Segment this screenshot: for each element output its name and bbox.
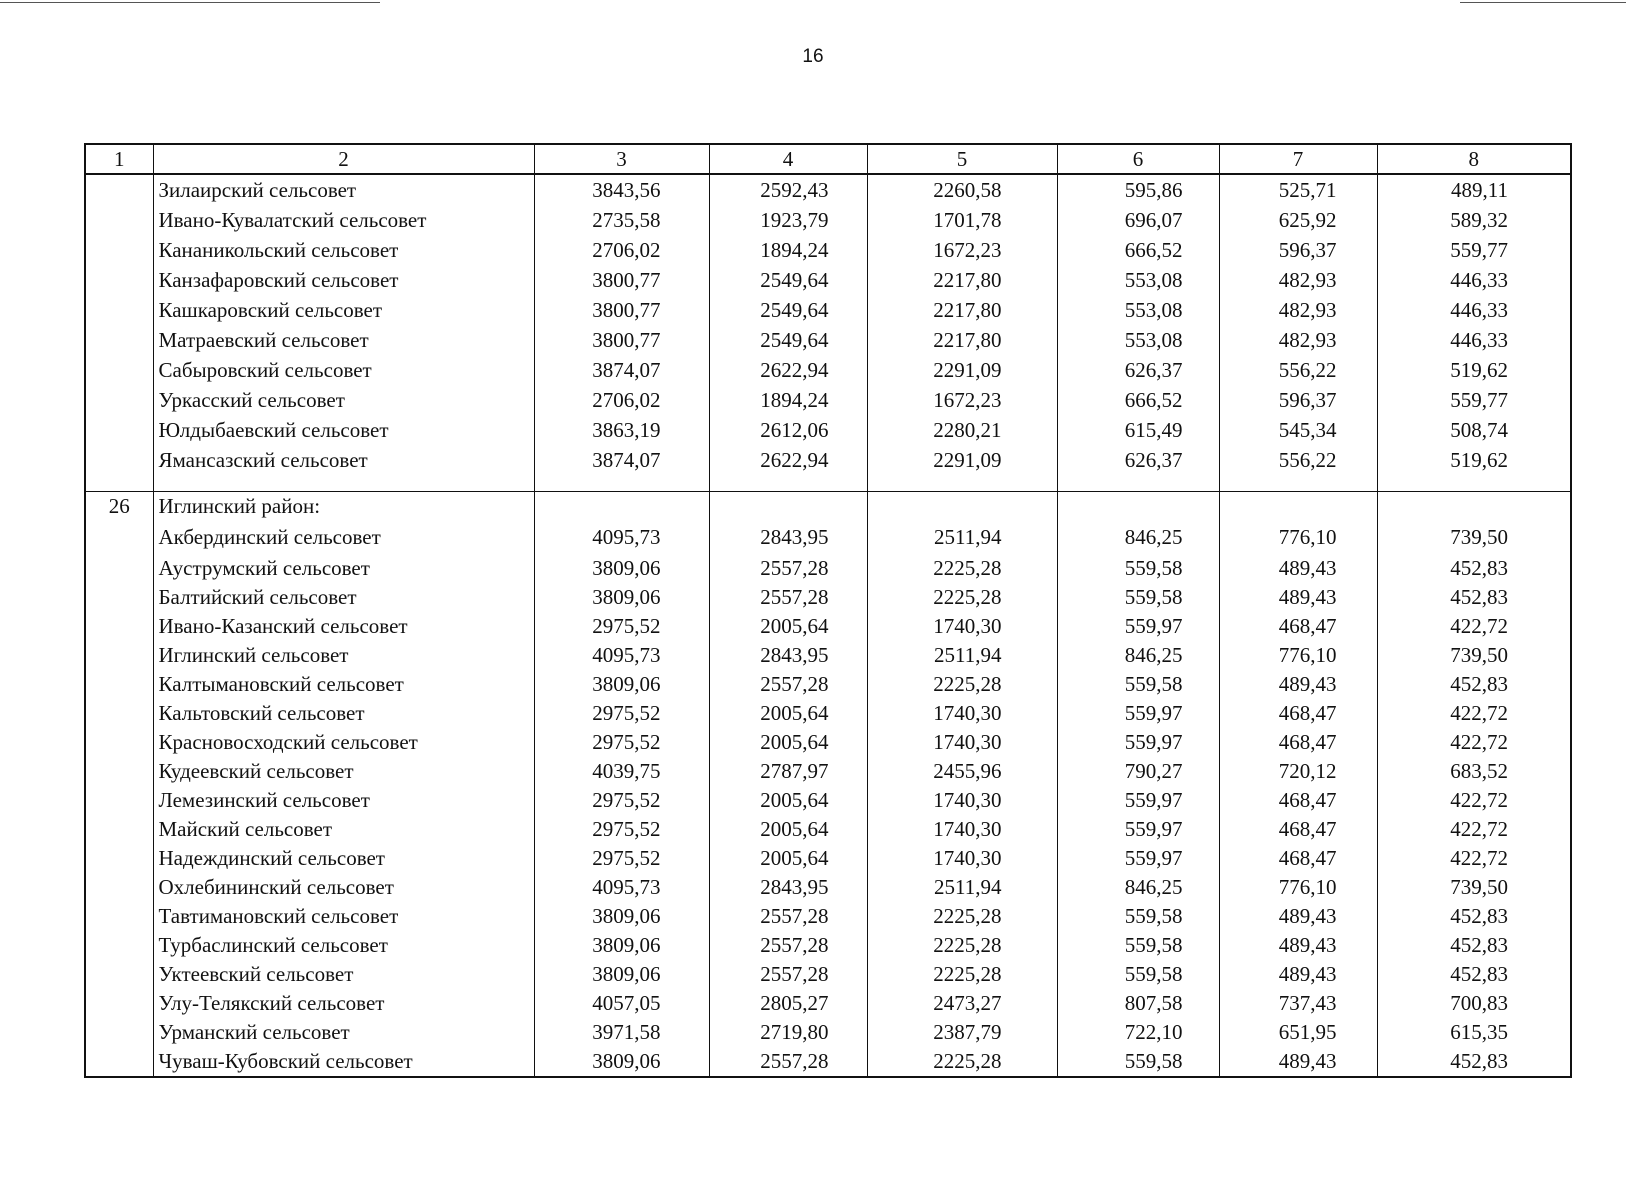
- table-row: [85, 174, 1571, 205]
- settlement-name: Ивано-Казанский сельсовет: [153, 612, 534, 641]
- value-cell: 2455,96: [867, 757, 1057, 786]
- value-cell: 2805,27: [709, 989, 867, 1018]
- value-cell: 615,49: [1057, 415, 1219, 445]
- value-cell: 2706,02: [534, 385, 709, 415]
- value-cell: 559,97: [1057, 815, 1219, 844]
- value-cell: 2225,28: [867, 670, 1057, 699]
- value-cell: 2557,28: [709, 670, 867, 699]
- column-header: 5: [867, 144, 1057, 174]
- table-row: [85, 554, 1571, 583]
- value-cell: 2005,64: [709, 786, 867, 815]
- value-cell: 696,07: [1057, 205, 1219, 235]
- value-cell: 2549,64: [709, 325, 867, 355]
- value-cell: 446,33: [1377, 295, 1571, 325]
- value-cell: 482,93: [1219, 325, 1377, 355]
- value-cell: 2005,64: [709, 612, 867, 641]
- value-cell: 4095,73: [534, 873, 709, 902]
- value-cell: 2387,79: [867, 1018, 1057, 1047]
- value-cell: 1923,79: [709, 205, 867, 235]
- row-index: [85, 415, 153, 445]
- value-cell: 482,93: [1219, 295, 1377, 325]
- value-cell: 452,83: [1377, 960, 1571, 989]
- row-index: [85, 1047, 153, 1077]
- empty-cell: [1377, 475, 1571, 492]
- value-cell: 2612,06: [709, 415, 867, 445]
- row-index: [85, 385, 153, 415]
- value-cell: 452,83: [1377, 554, 1571, 583]
- value-cell: 2706,02: [534, 235, 709, 265]
- empty-cell: [153, 475, 534, 492]
- table-row: [85, 385, 1571, 415]
- value-cell: 489,43: [1219, 902, 1377, 931]
- table-row: [85, 757, 1571, 786]
- value-cell: 737,43: [1219, 989, 1377, 1018]
- value-cell: 3863,19: [534, 415, 709, 445]
- table-row: [85, 355, 1571, 385]
- value-cell: 556,22: [1219, 355, 1377, 385]
- value-cell: 2225,28: [867, 960, 1057, 989]
- value-cell: 1894,24: [709, 235, 867, 265]
- settlement-name: Кананикольский сельсовет: [153, 235, 534, 265]
- column-header: 1: [85, 144, 153, 174]
- settlement-name: Зилаирский сельсовет: [153, 174, 534, 205]
- value-cell: 2735,58: [534, 205, 709, 235]
- settlement-name: Балтийский сельсовет: [153, 583, 534, 612]
- value-cell: 700,83: [1377, 989, 1571, 1018]
- value-cell: 525,71: [1219, 174, 1377, 205]
- value-cell: 2975,52: [534, 699, 709, 728]
- table-row: [85, 1047, 1571, 1077]
- table-row: [85, 1018, 1571, 1047]
- value-cell: 446,33: [1377, 265, 1571, 295]
- value-cell: 559,77: [1377, 235, 1571, 265]
- value-cell: 508,74: [1377, 415, 1571, 445]
- settlement-name: Тавтимановский сельсовет: [153, 902, 534, 931]
- value-cell: 2225,28: [867, 931, 1057, 960]
- value-cell: 2557,28: [709, 902, 867, 931]
- value-cell: 559,58: [1057, 554, 1219, 583]
- settlement-name: Улу-Телякский сельсовет: [153, 989, 534, 1018]
- row-index: [85, 670, 153, 699]
- row-index: [85, 902, 153, 931]
- value-cell: 4039,75: [534, 757, 709, 786]
- value-cell: 468,47: [1219, 815, 1377, 844]
- value-cell: 3809,06: [534, 931, 709, 960]
- value-cell: 2719,80: [709, 1018, 867, 1047]
- settlement-name: Охлебининский сельсовет: [153, 873, 534, 902]
- value-cell: 553,08: [1057, 295, 1219, 325]
- value-cell: 1740,30: [867, 815, 1057, 844]
- empty-cell: [1219, 475, 1377, 492]
- value-cell: 422,72: [1377, 786, 1571, 815]
- value-cell: 489,43: [1219, 583, 1377, 612]
- value-cell: 846,25: [1057, 641, 1219, 670]
- value-cell: 489,11: [1377, 174, 1571, 205]
- value-cell: 626,37: [1057, 355, 1219, 385]
- settlement-name: Уркасский сельсовет: [153, 385, 534, 415]
- value-cell: 2511,94: [867, 521, 1057, 554]
- column-header: 2: [153, 144, 534, 174]
- table-row: [85, 641, 1571, 670]
- value-cell: 452,83: [1377, 902, 1571, 931]
- value-cell: 2217,80: [867, 265, 1057, 295]
- value-cell: 559,58: [1057, 960, 1219, 989]
- value-cell: 3809,06: [534, 583, 709, 612]
- value-cell: 595,86: [1057, 174, 1219, 205]
- table-row: [85, 728, 1571, 757]
- value-cell: 739,50: [1377, 873, 1571, 902]
- value-cell: 422,72: [1377, 612, 1571, 641]
- value-cell: 545,34: [1219, 415, 1377, 445]
- settlement-name: Кальтовский сельсовет: [153, 699, 534, 728]
- tariff-table-container: [84, 143, 1570, 1078]
- value-cell: 2225,28: [867, 554, 1057, 583]
- value-cell: 452,83: [1377, 670, 1571, 699]
- value-cell: 489,43: [1219, 931, 1377, 960]
- value-cell: 519,62: [1377, 355, 1571, 385]
- value-cell: 2291,09: [867, 445, 1057, 475]
- value-cell: 3800,77: [534, 325, 709, 355]
- header-row: [85, 144, 1571, 174]
- column-header: 8: [1377, 144, 1571, 174]
- value-cell: 776,10: [1219, 641, 1377, 670]
- settlement-name: Ивано-Кувалатский сельсовет: [153, 205, 534, 235]
- value-cell: 651,95: [1219, 1018, 1377, 1047]
- empty-cell: [534, 475, 709, 492]
- value-cell: 2005,64: [709, 844, 867, 873]
- value-cell: 846,25: [1057, 873, 1219, 902]
- value-cell: 468,47: [1219, 786, 1377, 815]
- value-cell: 553,08: [1057, 265, 1219, 295]
- value-cell: 2622,94: [709, 445, 867, 475]
- value-cell: 559,58: [1057, 931, 1219, 960]
- table-row: [85, 699, 1571, 728]
- value-cell: 1701,78: [867, 205, 1057, 235]
- value-cell: 3809,06: [534, 1047, 709, 1077]
- value-cell: 1740,30: [867, 728, 1057, 757]
- value-cell: 2975,52: [534, 612, 709, 641]
- value-cell: 3843,56: [534, 174, 709, 205]
- value-cell: 776,10: [1219, 873, 1377, 902]
- value-cell: 2291,09: [867, 355, 1057, 385]
- value-cell: 2557,28: [709, 583, 867, 612]
- row-index: [85, 786, 153, 815]
- value-cell: 3874,07: [534, 355, 709, 385]
- empty-cell: [709, 492, 867, 522]
- table-row: [85, 235, 1571, 265]
- value-cell: 3800,77: [534, 265, 709, 295]
- settlement-name: Чуваш-Кубовский сельсовет: [153, 1047, 534, 1077]
- settlement-name: Матраевский сельсовет: [153, 325, 534, 355]
- value-cell: 553,08: [1057, 325, 1219, 355]
- row-index: [85, 815, 153, 844]
- row-index: [85, 235, 153, 265]
- value-cell: 559,77: [1377, 385, 1571, 415]
- value-cell: 3809,06: [534, 902, 709, 931]
- value-cell: 489,43: [1219, 554, 1377, 583]
- row-index: [85, 295, 153, 325]
- table-row: [85, 960, 1571, 989]
- table-row: [85, 445, 1571, 475]
- value-cell: 2005,64: [709, 815, 867, 844]
- section-zilair: [85, 174, 1571, 492]
- value-cell: 739,50: [1377, 521, 1571, 554]
- tariff-table: [84, 143, 1572, 1078]
- value-cell: 1672,23: [867, 235, 1057, 265]
- value-cell: 2557,28: [709, 1047, 867, 1077]
- value-cell: 482,93: [1219, 265, 1377, 295]
- value-cell: 626,37: [1057, 445, 1219, 475]
- value-cell: 559,97: [1057, 786, 1219, 815]
- table-row: [85, 902, 1571, 931]
- settlement-name: Юлдыбаевский сельсовет: [153, 415, 534, 445]
- column-header: 7: [1219, 144, 1377, 174]
- empty-cell: [867, 492, 1057, 522]
- settlement-name: Кудеевский сельсовет: [153, 757, 534, 786]
- value-cell: 422,72: [1377, 699, 1571, 728]
- value-cell: 1740,30: [867, 612, 1057, 641]
- value-cell: 446,33: [1377, 325, 1571, 355]
- value-cell: 589,32: [1377, 205, 1571, 235]
- value-cell: 666,52: [1057, 235, 1219, 265]
- settlement-name: Канзафаровский сельсовет: [153, 265, 534, 295]
- settlement-name: Ямансазский сельсовет: [153, 445, 534, 475]
- table-row: [85, 205, 1571, 235]
- value-cell: 4095,73: [534, 641, 709, 670]
- value-cell: 422,72: [1377, 844, 1571, 873]
- settlement-name: Лемезинский сельсовет: [153, 786, 534, 815]
- row-index: [85, 205, 153, 235]
- settlement-name: Калтымановский сельсовет: [153, 670, 534, 699]
- top-edge-rule-left: [0, 2, 380, 3]
- value-cell: 2225,28: [867, 902, 1057, 931]
- value-cell: 559,97: [1057, 844, 1219, 873]
- value-cell: 2843,95: [709, 521, 867, 554]
- value-cell: 2975,52: [534, 728, 709, 757]
- row-index: [85, 844, 153, 873]
- value-cell: 666,52: [1057, 385, 1219, 415]
- row-index: [85, 1018, 153, 1047]
- value-cell: 720,12: [1219, 757, 1377, 786]
- value-cell: 2975,52: [534, 786, 709, 815]
- settlement-name: Ауструмский сельсовет: [153, 554, 534, 583]
- value-cell: 4057,05: [534, 989, 709, 1018]
- value-cell: 489,43: [1219, 960, 1377, 989]
- value-cell: 452,83: [1377, 1047, 1571, 1077]
- row-index: 26: [85, 492, 153, 522]
- table-row: [85, 265, 1571, 295]
- settlement-name: Надеждинский сельсовет: [153, 844, 534, 873]
- value-cell: 559,58: [1057, 1047, 1219, 1077]
- value-cell: 625,92: [1219, 205, 1377, 235]
- value-cell: 3971,58: [534, 1018, 709, 1047]
- value-cell: 596,37: [1219, 235, 1377, 265]
- value-cell: 556,22: [1219, 445, 1377, 475]
- value-cell: 452,83: [1377, 583, 1571, 612]
- row-index: [85, 583, 153, 612]
- value-cell: 846,25: [1057, 521, 1219, 554]
- value-cell: 2005,64: [709, 699, 867, 728]
- table-row: [85, 325, 1571, 355]
- value-cell: 722,10: [1057, 1018, 1219, 1047]
- settlement-name: Урманский сельсовет: [153, 1018, 534, 1047]
- column-header: 6: [1057, 144, 1219, 174]
- value-cell: 2843,95: [709, 873, 867, 902]
- value-cell: 2280,21: [867, 415, 1057, 445]
- value-cell: 2549,64: [709, 265, 867, 295]
- table-row: [85, 815, 1571, 844]
- column-header: 4: [709, 144, 867, 174]
- value-cell: 2622,94: [709, 355, 867, 385]
- empty-cell: [1057, 475, 1219, 492]
- row-index: [85, 699, 153, 728]
- empty-cell: [534, 492, 709, 522]
- value-cell: 739,50: [1377, 641, 1571, 670]
- value-cell: 2511,94: [867, 873, 1057, 902]
- value-cell: 2592,43: [709, 174, 867, 205]
- district-heading-row: [85, 492, 1571, 522]
- value-cell: 683,52: [1377, 757, 1571, 786]
- district-name: Иглинский район:: [153, 492, 534, 522]
- settlement-name: Кашкаровский сельсовет: [153, 295, 534, 325]
- column-header: 3: [534, 144, 709, 174]
- row-index: [85, 521, 153, 554]
- value-cell: 2260,58: [867, 174, 1057, 205]
- table-row: [85, 786, 1571, 815]
- table-header: [85, 144, 1571, 174]
- value-cell: 468,47: [1219, 699, 1377, 728]
- table-row: [85, 873, 1571, 902]
- value-cell: 2557,28: [709, 554, 867, 583]
- row-index: [85, 265, 153, 295]
- settlement-name: Турбаслинский сельсовет: [153, 931, 534, 960]
- value-cell: 2225,28: [867, 583, 1057, 612]
- value-cell: 468,47: [1219, 728, 1377, 757]
- value-cell: 2975,52: [534, 815, 709, 844]
- value-cell: 3800,77: [534, 295, 709, 325]
- value-cell: 615,35: [1377, 1018, 1571, 1047]
- settlement-name: Майский сельсовет: [153, 815, 534, 844]
- value-cell: 2225,28: [867, 1047, 1057, 1077]
- value-cell: 468,47: [1219, 612, 1377, 641]
- empty-cell: [1219, 492, 1377, 522]
- empty-cell: [1377, 492, 1571, 522]
- value-cell: 559,58: [1057, 583, 1219, 612]
- settlement-name: Красновосходский сельсовет: [153, 728, 534, 757]
- value-cell: 468,47: [1219, 844, 1377, 873]
- empty-cell: [709, 475, 867, 492]
- value-cell: 3809,06: [534, 960, 709, 989]
- row-index: [85, 989, 153, 1018]
- value-cell: 422,72: [1377, 728, 1571, 757]
- row-index: [85, 728, 153, 757]
- top-edge-rule-right: [1460, 2, 1626, 3]
- value-cell: 4095,73: [534, 521, 709, 554]
- value-cell: 1740,30: [867, 786, 1057, 815]
- value-cell: 489,43: [1219, 1047, 1377, 1077]
- value-cell: 807,58: [1057, 989, 1219, 1018]
- page-number: 16: [802, 46, 824, 67]
- value-cell: 559,58: [1057, 670, 1219, 699]
- value-cell: 2549,64: [709, 295, 867, 325]
- spacer-row: [85, 475, 1571, 492]
- value-cell: 2473,27: [867, 989, 1057, 1018]
- row-index: [85, 960, 153, 989]
- row-index: [85, 174, 153, 205]
- table-row: [85, 989, 1571, 1018]
- value-cell: 559,97: [1057, 699, 1219, 728]
- table-row: [85, 521, 1571, 554]
- row-index: [85, 554, 153, 583]
- section-iglino: [85, 492, 1571, 1078]
- settlement-name: Уктеевский сельсовет: [153, 960, 534, 989]
- value-cell: 596,37: [1219, 385, 1377, 415]
- value-cell: 1894,24: [709, 385, 867, 415]
- value-cell: 3809,06: [534, 554, 709, 583]
- value-cell: 452,83: [1377, 931, 1571, 960]
- value-cell: 3809,06: [534, 670, 709, 699]
- value-cell: 1740,30: [867, 844, 1057, 873]
- empty-cell: [1057, 492, 1219, 522]
- row-index: [85, 325, 153, 355]
- value-cell: 559,58: [1057, 902, 1219, 931]
- value-cell: 422,72: [1377, 815, 1571, 844]
- value-cell: 2975,52: [534, 844, 709, 873]
- value-cell: 519,62: [1377, 445, 1571, 475]
- empty-cell: [85, 475, 153, 492]
- empty-cell: [867, 475, 1057, 492]
- value-cell: 790,27: [1057, 757, 1219, 786]
- table-row: [85, 844, 1571, 873]
- table-row: [85, 931, 1571, 960]
- row-index: [85, 873, 153, 902]
- row-index: [85, 355, 153, 385]
- settlement-name: Акбердинский сельсовет: [153, 521, 534, 554]
- value-cell: 1740,30: [867, 699, 1057, 728]
- value-cell: 2217,80: [867, 295, 1057, 325]
- settlement-name: Сабыровский сельсовет: [153, 355, 534, 385]
- value-cell: 2787,97: [709, 757, 867, 786]
- value-cell: 3874,07: [534, 445, 709, 475]
- table-row: [85, 670, 1571, 699]
- table-row: [85, 612, 1571, 641]
- table-row: [85, 415, 1571, 445]
- table-row: [85, 583, 1571, 612]
- value-cell: 2217,80: [867, 325, 1057, 355]
- value-cell: 489,43: [1219, 670, 1377, 699]
- value-cell: 776,10: [1219, 521, 1377, 554]
- row-index: [85, 641, 153, 670]
- settlement-name: Иглинский сельсовет: [153, 641, 534, 670]
- row-index: [85, 931, 153, 960]
- row-index: [85, 612, 153, 641]
- row-index: [85, 757, 153, 786]
- value-cell: 1672,23: [867, 385, 1057, 415]
- value-cell: 2511,94: [867, 641, 1057, 670]
- value-cell: 559,97: [1057, 612, 1219, 641]
- row-index: [85, 445, 153, 475]
- value-cell: 2557,28: [709, 931, 867, 960]
- value-cell: 2557,28: [709, 960, 867, 989]
- value-cell: 559,97: [1057, 728, 1219, 757]
- value-cell: 2843,95: [709, 641, 867, 670]
- table-row: [85, 295, 1571, 325]
- value-cell: 2005,64: [709, 728, 867, 757]
